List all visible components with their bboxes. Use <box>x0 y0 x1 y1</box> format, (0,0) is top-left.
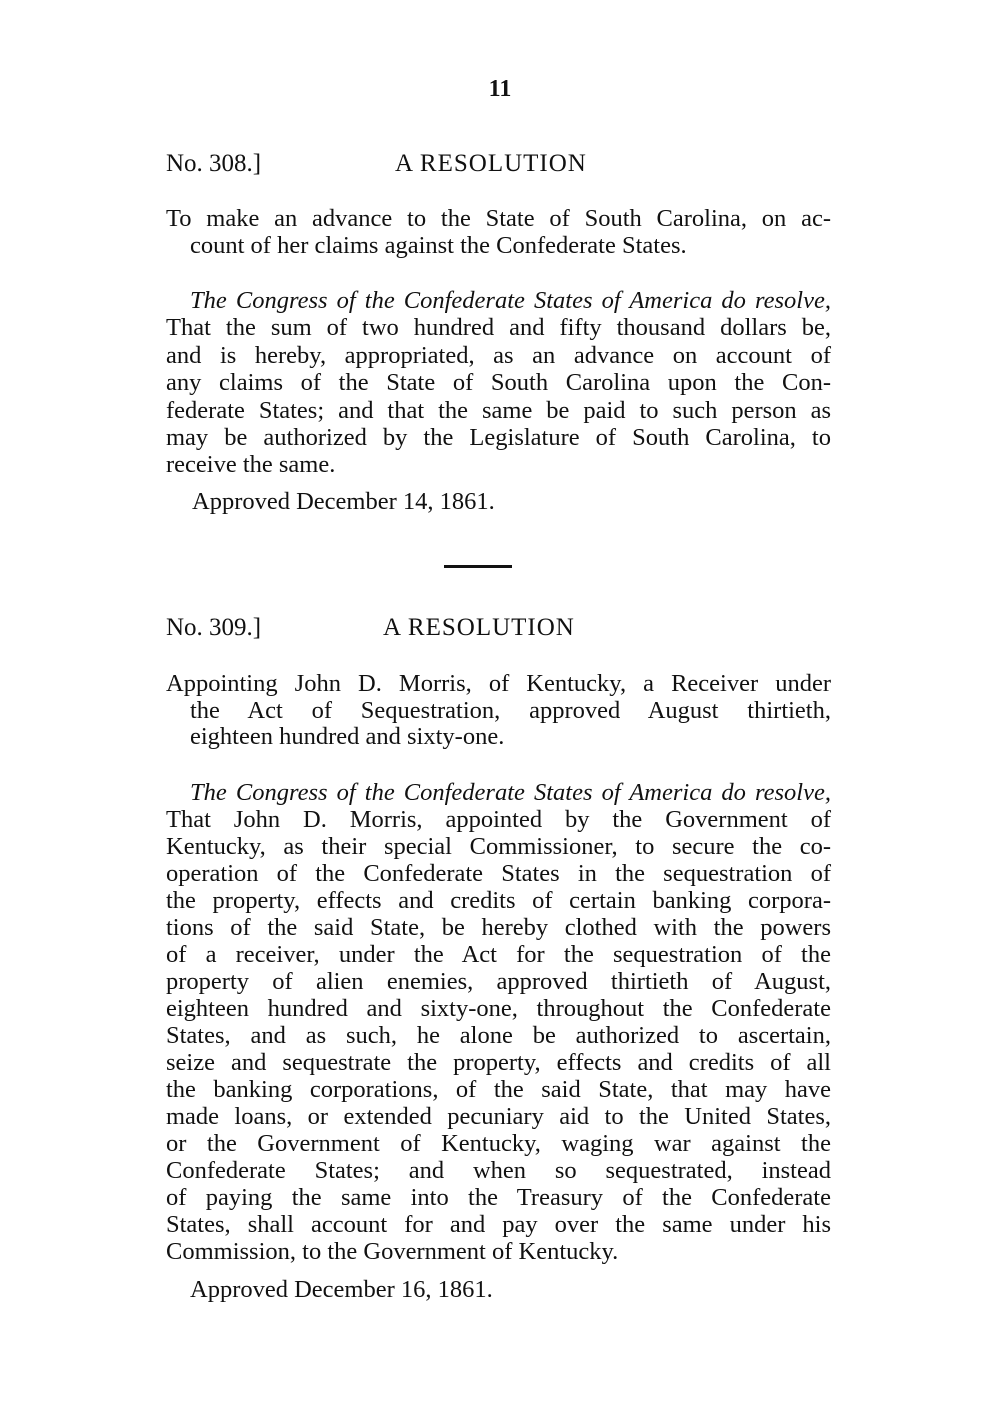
body-line: the banking corporations, of the said State, that may have <box>166 1076 831 1103</box>
resolution-heading: A RESOLUTION <box>383 614 575 641</box>
body-line: property of alien enemies, approved thirtieth of August, <box>166 968 831 995</box>
body-line: seize and sequestrate the property, effects and credits of all <box>166 1049 831 1076</box>
title-line: To make an advance to the State of South Carolina, on ac- <box>166 205 831 232</box>
resolution-number: No. 308.] <box>166 150 262 177</box>
title-line: count of her claims against the Confederate States. <box>190 232 687 259</box>
title-line: eighteen hundred and sixty-one. <box>190 723 505 750</box>
body-line: That John D. Morris, appointed by the Government of <box>166 806 831 833</box>
body-line: States, and as such, he alone be authorized to ascertain, <box>166 1022 831 1049</box>
body-line: That the sum of two hundred and fifty thousand dollars be, <box>166 314 831 341</box>
body-line: federate States; and that the same be paid to such person as <box>166 397 831 424</box>
body-line: or the Government of Kentucky, waging war against the <box>166 1130 831 1157</box>
body-line: of a receiver, under the Act for the sequestration of the <box>166 941 831 968</box>
body-line: and is hereby, appropriated, as an advance on account of <box>166 342 831 369</box>
body-line: of paying the same into the Treasury of the Confederate <box>166 1184 831 1211</box>
body-line: operation of the Confederate States in the sequestration of <box>166 860 831 887</box>
approved-date: Approved December 16, 1861. <box>190 1276 493 1303</box>
body-line: Commission, to the Government of Kentucky. <box>166 1238 619 1265</box>
section-divider <box>444 565 512 568</box>
body-line: the property, effects and credits of certain banking corpora- <box>166 887 831 914</box>
body-line: States, shall account for and pay over the same under his <box>166 1211 831 1238</box>
body-line: made loans, or extended pecuniary aid to the United States, <box>166 1103 831 1130</box>
resolution-heading: A RESOLUTION <box>395 150 587 177</box>
body-line: may be authorized by the Legislature of South Carolina, to <box>166 424 831 451</box>
resolution-number: No. 309.] <box>166 614 262 641</box>
body-line: receive the same. <box>166 451 336 478</box>
body-line: Confederate States; and when so sequestrated, instead <box>166 1157 831 1184</box>
title-line: the Act of Sequestration, approved August thirtieth, <box>190 697 831 724</box>
page-number: 11 <box>488 76 512 102</box>
body-line: Kentucky, as their special Commissioner, to secure the co- <box>166 833 831 860</box>
enacting-clause: The Congress of the Confederate States of America do resolve, <box>190 287 831 314</box>
approved-date: Approved December 14, 1861. <box>192 488 495 515</box>
enacting-clause: The Congress of the Confederate States of America do resolve, <box>190 779 831 806</box>
body-line: any claims of the State of South Carolina upon the Con- <box>166 369 831 396</box>
body-line: tions of the said State, be hereby clothed with the powers <box>166 914 831 941</box>
body-line: eighteen hundred and sixty-one, throughout the Confederate <box>166 995 831 1022</box>
title-line: Appointing John D. Morris, of Kentucky, a Receiver under <box>166 670 831 697</box>
